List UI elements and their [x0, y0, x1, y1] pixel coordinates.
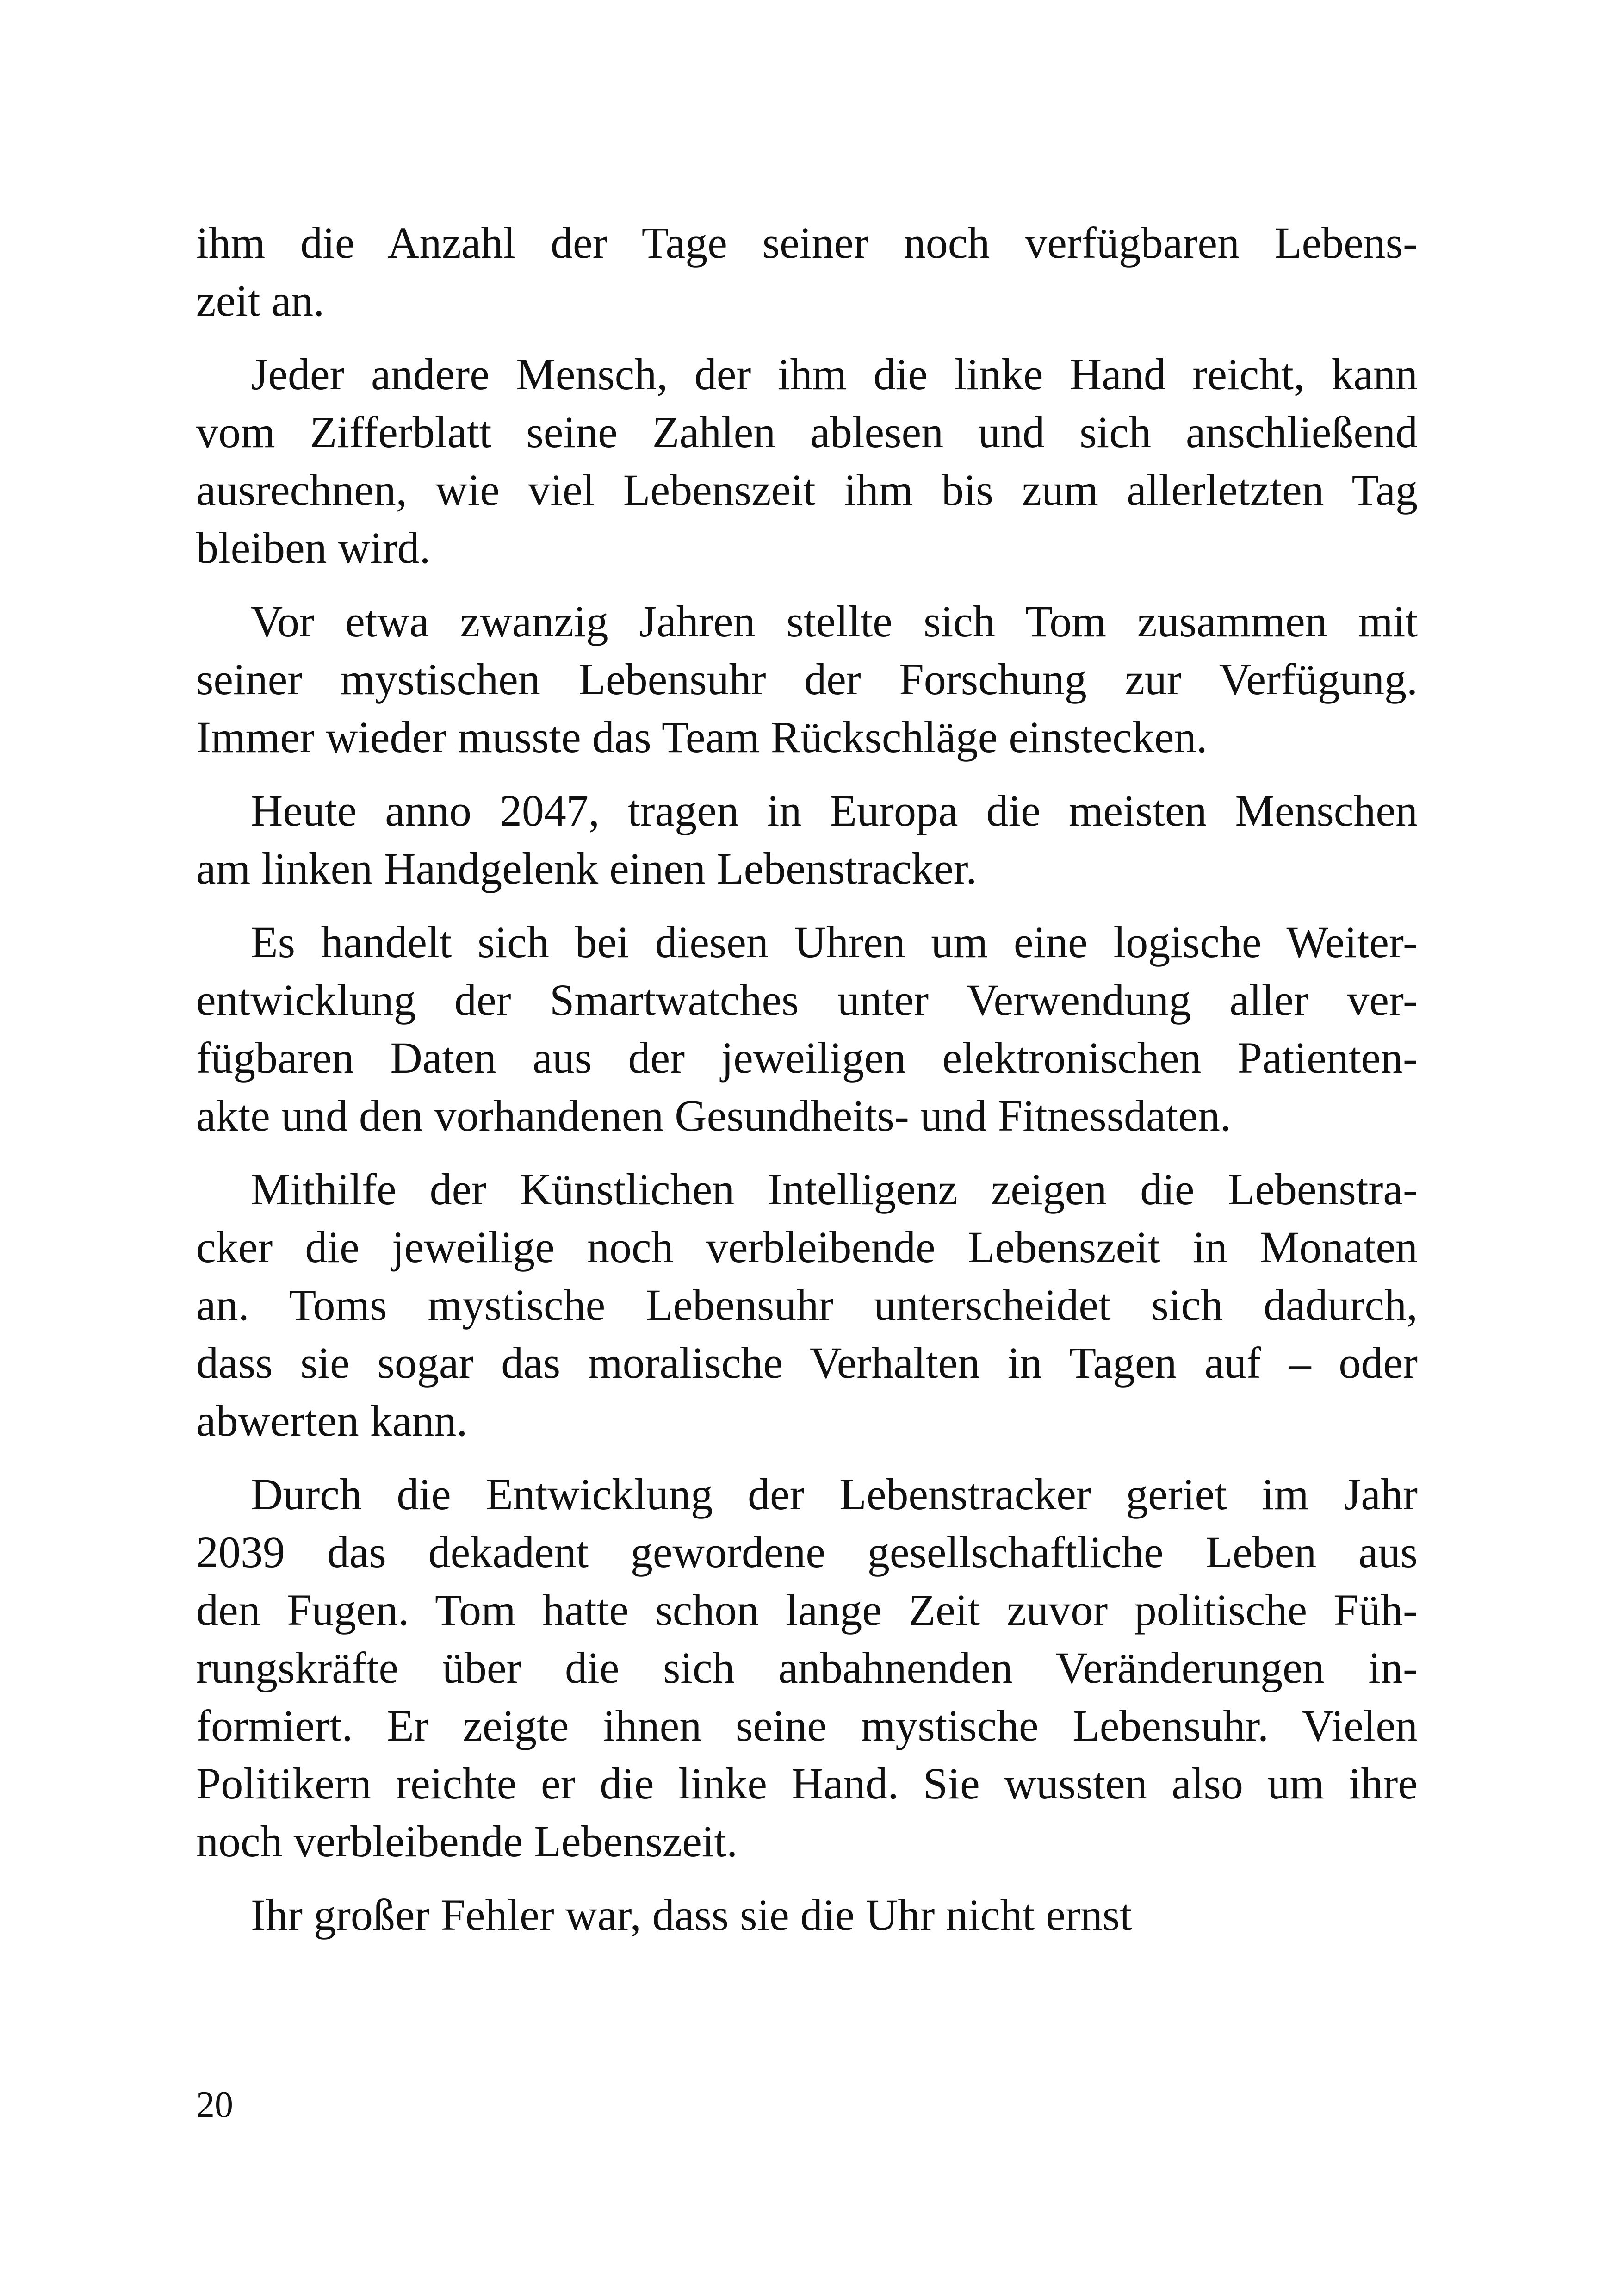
text-line: 2039 das dekadent gewordene gesellschaftliche Leben aus: [196, 1527, 1418, 1577]
text-line: Jeder andere Mensch, der ihm die linke Hand reicht, kann: [251, 349, 1418, 399]
text-line: dass sie sogar das moralische Verhalten in Tagen auf – oder: [196, 1338, 1418, 1388]
text-line: ihm die Anzahl der Tage seiner noch verfügbaren Lebens-: [196, 218, 1418, 268]
text-line: Durch die Entwicklung der Lebenstracker geriet im Jahr: [251, 1469, 1418, 1519]
text-line: fügbaren Daten aus der jeweiligen elektronischen Patienten-: [196, 1033, 1418, 1083]
text-line: Ihr großer Fehler war, dass sie die Uhr nicht ernst: [251, 1890, 1132, 1940]
text-line: ausrechnen, wie viel Lebenszeit ihm bis zum allerletzten Tag: [196, 465, 1418, 515]
text-line: den Fugen. Tom hatte schon lange Zeit zuvor politische Füh-: [196, 1585, 1418, 1635]
text-line: noch verbleibende Lebenszeit.: [196, 1817, 738, 1866]
text-line: am linken Handgelenk einen Lebenstracker.: [196, 844, 977, 893]
text-line: entwicklung der Smartwatches unter Verwendung aller ver-: [196, 975, 1418, 1025]
text-line: abwerten kann.: [196, 1396, 468, 1445]
text-line: akte und den vorhandenen Gesundheits- und Fitnessdaten.: [196, 1091, 1231, 1140]
text-line: Politikern reichte er die linke Hand. Sie wussten also um ihre: [196, 1759, 1418, 1808]
text-line: cker die jeweilige noch verbleibende Lebenszeit in Monaten: [196, 1222, 1418, 1272]
text-line: formiert. Er zeigte ihnen seine mystische Lebensuhr. Vielen: [196, 1701, 1418, 1750]
text-line: vom Zifferblatt seine Zahlen ablesen und sich anschließend: [196, 407, 1418, 457]
paragraph-5: [196, 913, 1418, 1145]
text-line: Vor etwa zwanzig Jahren stellte sich Tom zusammen mit: [251, 597, 1418, 646]
paragraph-4: [196, 782, 1418, 897]
text-line: bleiben wird.: [196, 523, 431, 572]
body-text: [196, 214, 1418, 1944]
text-line: zeit an.: [196, 276, 325, 325]
text-line: Mithilfe der Künstlichen Intelligenz zeigen die Lebenstra-: [251, 1164, 1418, 1214]
text-line: Es handelt sich bei diesen Uhren um eine logische Weiter-: [251, 917, 1418, 967]
page-number: 20: [196, 2084, 233, 2125]
text-line: seiner mystischen Lebensuhr der Forschung zur Verfügung.: [196, 654, 1418, 704]
text-line: rungskräfte über die sich anbahnenden Veränderungen in-: [196, 1643, 1418, 1692]
paragraph-1: [196, 214, 1418, 330]
paragraph-8: [196, 1886, 1418, 1944]
paragraph-6: [196, 1160, 1418, 1450]
paragraph-2: [196, 345, 1418, 577]
text-line: an. Toms mystische Lebensuhr unterscheidet sich dadurch,: [196, 1280, 1418, 1330]
paragraph-7: [196, 1465, 1418, 1870]
text-line: Immer wieder musste das Team Rückschläge einstecken.: [196, 712, 1208, 762]
text-line: Heute anno 2047, tragen in Europa die meisten Menschen: [251, 786, 1418, 835]
paragraph-3: [196, 592, 1418, 766]
